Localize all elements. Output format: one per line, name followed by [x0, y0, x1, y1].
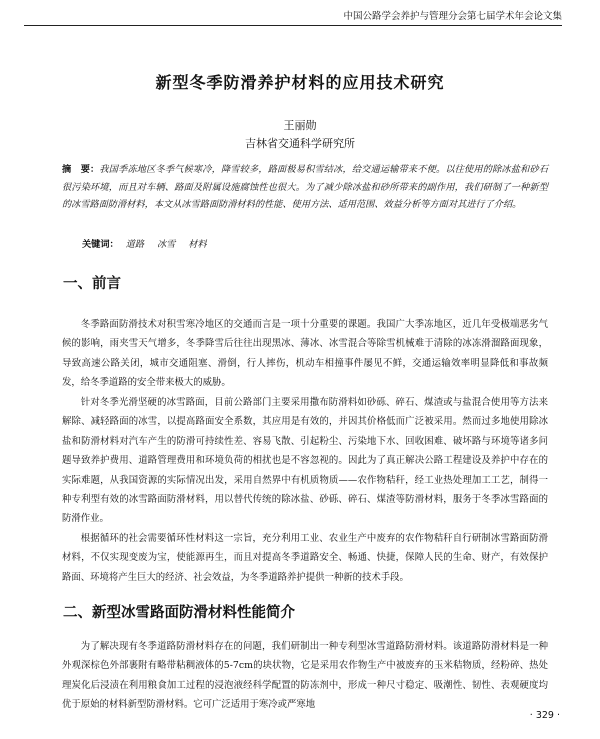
section-heading-intro: 一、前言: [63, 276, 121, 292]
author-name: 王丽勋: [283, 119, 317, 132]
paragraph: 针对冬季光滑坚硬的冰雪路面，目前公路部门主要采用撒布防滑料如砂砾、碎石、煤渣或与盐混合使用等方法来解除、减轻路面的冰雪，以提高路面安全系数，其应用是有效的，并因其价格低而广泛被采用。然而过多地使用除冰盐和防滑材料对汽车产生的防滑可持续性差、容易飞散、引起粉尘、污染地下水、回收困难、破坏路与环境等诸多问题导致养护费用、道路管理费用和环境负荷的相扰也是不容忽视的。因此为了真正解决公路工程建设及养护中存在的实际难题，从我国资源的实际情况出发，采用自然界中有机质物质——农作物秸秆，经工业热处理加工工艺，制得一种专利型有效的冰雪路面防滑材料，用以替代传统的除冰盐、砂砾、碎石、煤渣等防滑材料，服务于冬季冰雪路面的防滑作业。: [62, 397, 548, 525]
keywords: [82, 236, 217, 250]
abstract-label: 摘 要：: [62, 164, 100, 175]
running-header: [24, 8, 562, 26]
keyword-item: 道路: [125, 239, 145, 250]
paragraph: 冬季路面防滑技术对积雪寒冷地区的交通而言是一项十分重要的课题。我国广大季冻地区，近几年受极端恶劣气候的影响，雨夹雪天气增多，冬季降雪后往往出现黑冰、薄冰、冰雪混合等除雪机械难于清除的冰冻滑溜路面现象，导致高速公路关闭，城市交通阻塞、滑倒，行人摔伤，机动车相撞事件屡见不鲜，交通运输效率明显降低和事故频发，给冬季道路的安全带来极大的威胁。: [62, 319, 548, 389]
keywords-label: 关键词：: [82, 239, 119, 250]
author-affiliation: 吉林省交通科学研究所: [245, 137, 355, 150]
paragraph: 为了解决现有冬季道路防滑材料存在的问题，我们研制出一种专利型冰雪道路防滑材料。该道路防滑材料是一种外观深棕色外部裹附有略带粘稠液体的5-7cm的块状物，它是采用农作物生产中被废弃的玉米秸物质，经粉碎、热处理炭化后浸渍在利用粮食加工过程的浸泡液经科学配置的防冻剂中，形成一种尺寸稳定、吸潮性、韧性、表观硬度均优于原始的材料新型防滑材料。它可广泛适用于寒冷或严寒地: [62, 641, 548, 711]
section-heading-material: 二、新型冰雪路面防滑材料性能简介: [63, 605, 295, 621]
paragraph: 根据循环的社会需要循环性材料这一宗旨，充分利用工业、农业生产中废弃的农作物秸秆自行研制冰雪路面防滑材料，不仅实现变废为宝，使能源再生，而且对提高冬季道路安全、畅通、快捷，保障人民的生命、财产，有效保护路面、环境将产生巨大的经济、社会效益，为冬季道路养护提供一种新的技术手段。: [62, 533, 548, 583]
paper-title: 新型冬季防滑养护材料的应用技术研究: [155, 73, 445, 92]
keyword-item: 材料: [188, 239, 207, 250]
abstract: [62, 161, 548, 214]
keyword-item: 冰雪: [156, 239, 176, 250]
page-number: · 329 ·: [529, 710, 560, 721]
running-title: 中国公路学会养护与管理分会第七届学术年会论文集: [343, 11, 562, 22]
abstract-text: 我国季冻地区冬季气候寒冷，降雪较多，路面极易积雪结冰，给交通运输带来不便。以往使用的除冰盐和砂石很污染环境，而且对车辆、路面及附属设施腐蚀性也很大。为了减少除冰盐和砂所带来的副作用，我们研制了一种新型的冰雪路面防滑材料，本文从冰雪路面防滑材料的性能、使用方法、适用范围、效益分析等方面对其进行了介绍。: [62, 164, 549, 210]
